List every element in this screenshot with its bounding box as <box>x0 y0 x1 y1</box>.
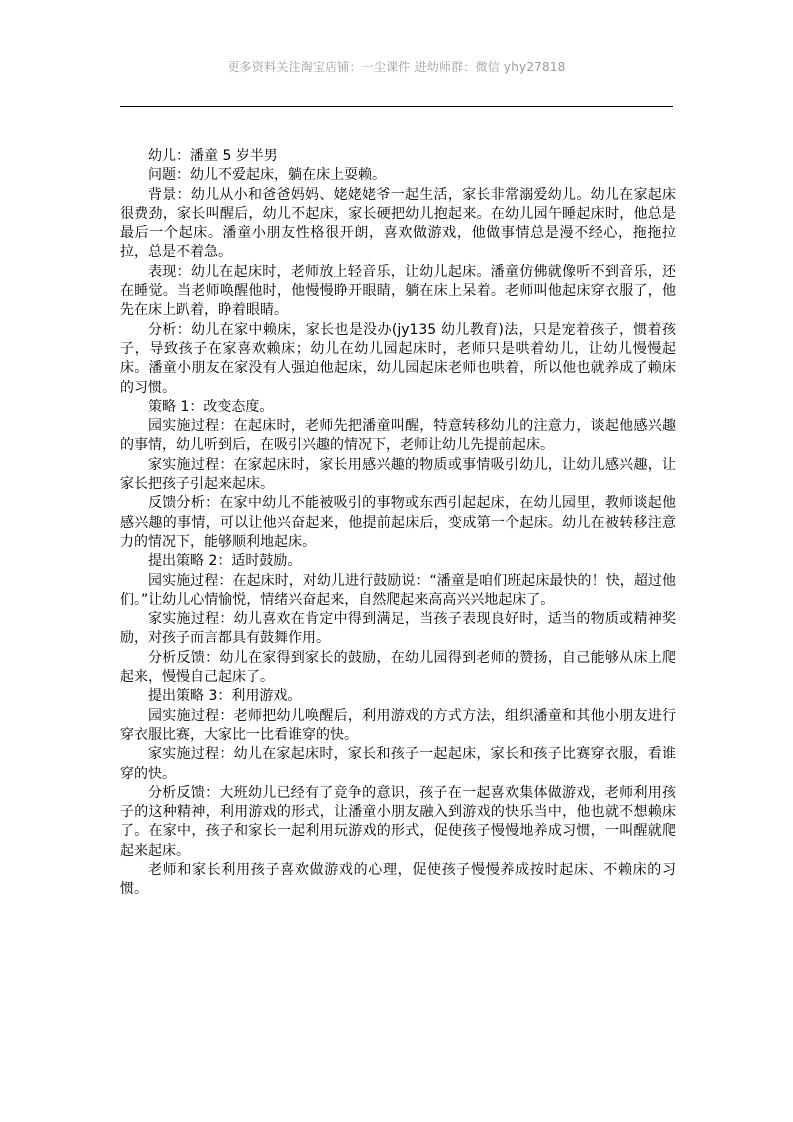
paragraph-strategy-2-school: 园实施过程：在起床时，对幼儿进行鼓励说：“潘童是咱们班起床最快的！快，超过他们。”让幼儿心情愉悦，情绪兴奋起来，自然爬起来高高兴兴地起床了。 <box>120 572 676 608</box>
paragraph-problem: 问题：幼儿不爱起床，躺在床上耍赖。 <box>148 167 386 184</box>
paragraph-strategy-3-home: 家实施过程：幼儿在家起床时，家长和孩子一起起床，家长和孩子比赛穿衣服，看谁穿的快。 <box>120 746 676 782</box>
paragraph-child-info: 幼儿：潘童 5 岁半男 <box>148 148 278 164</box>
paragraph-analysis: 分析：幼儿在家中赖床，家长也是没办(jy135 幼儿教育)法，只是宠着孩子，惯着孩子，导致孩子在家喜欢赖床；幼儿在幼儿园起床时，老师只是哄着幼儿，让幼儿慢慢起床。潘童小朋友在家没有人强迫他起床，幼儿园起床老师也哄着，所以他也就养成了赖床的习惯。 <box>120 321 676 396</box>
document-body <box>120 147 676 900</box>
paragraph-strategy-3-school: 园实施过程：老师把幼儿唤醒后，利用游戏的方式方法，组织潘童和其他小朋友进行穿衣服比赛，大家比一比看谁穿的快。 <box>120 707 676 743</box>
paragraph-strategy-2-home: 家实施过程：幼儿喜欢在肯定中得到满足，当孩子表现良好时，适当的物质或精神奖励，对孩子而言都具有鼓舞作用。 <box>120 611 676 647</box>
paragraph-conclusion: 老师和家长利用孩子喜欢做游戏的心理，促使孩子慢慢养成按时起床、不赖床的习惯。 <box>120 861 676 898</box>
paragraph-behavior: 表现：幼儿在起床时，老师放上轻音乐，让幼儿起床。潘童仿佛就像听不到音乐，还在睡觉。当老师唤醒他时，他慢慢睁开眼睛，躺在床上呆着。老师叫他起床穿衣服了，他先在床上趴着，睁着眼睛。 <box>120 263 676 319</box>
paragraph-strategy-1-home: 家实施过程：在家起床时，家长用感兴趣的物质或事情吸引幼儿，让幼儿感兴趣，让家长把孩子引起来起床。 <box>120 456 676 493</box>
paragraph-strategy-1: 策略 1：改变态度。 <box>148 398 274 415</box>
paragraph-strategy-1-feedback: 反馈分析：在家中幼儿不能被吸引的事物或东西引起起床，在幼儿园里，教师谈起他感兴趣的事情，可以让他兴奋起来，他提前起床后，变成第一个起床。幼儿在被转移注意力的情况下，能够顺利地起床。 <box>120 495 676 550</box>
header-divider <box>120 106 673 107</box>
header-watermark-note: 更多资料关注淘宝店铺：一尘课件 进幼师群：微信 yhy27818 <box>227 60 566 74</box>
paragraph-strategy-2-feedback: 分析反馈：幼儿在家得到家长的鼓励，在幼儿园得到老师的赞扬，自己能够从床上爬起来，慢慢自己起床了。 <box>120 649 676 686</box>
paragraph-strategy-2: 提出策略 2：适时鼓励。 <box>148 553 302 570</box>
paragraph-strategy-3-feedback: 分析反馈：大班幼儿已经有了竞争的意识，孩子在一起喜欢集体做游戏，老师利用孩子的这种精神，利用游戏的形式，让潘童小朋友融入到游戏的快乐当中，他也就不想赖床了。在家中，孩子和家长一起利用玩游戏的形式，促使孩子慢慢地养成习惯，一叫醒就爬起来起床。 <box>120 784 676 859</box>
paragraph-strategy-3: 提出策略 3：利用游戏。 <box>148 688 302 705</box>
paragraph-background: 背景：幼儿从小和爸爸妈妈、姥姥姥爷一起生活，家长非常溺爱幼儿。幼儿在家起床很费劲，家长叫醒后，幼儿不起床，家长硬把幼儿抱起来。在幼儿园午睡起床时，他总是最后一个起床。潘童小朋友性格很开朗，喜欢做游戏，他做事情总是漫不经心，拖拖拉拉，总是不着急。 <box>120 186 676 261</box>
paragraph-strategy-1-school: 园实施过程：在起床时，老师先把潘童叫醒，特意转移幼儿的注意力，谈起他感兴趣的事情，幼儿听到后，在吸引兴趣的情况下，老师让幼儿先提前起床。 <box>120 418 676 454</box>
